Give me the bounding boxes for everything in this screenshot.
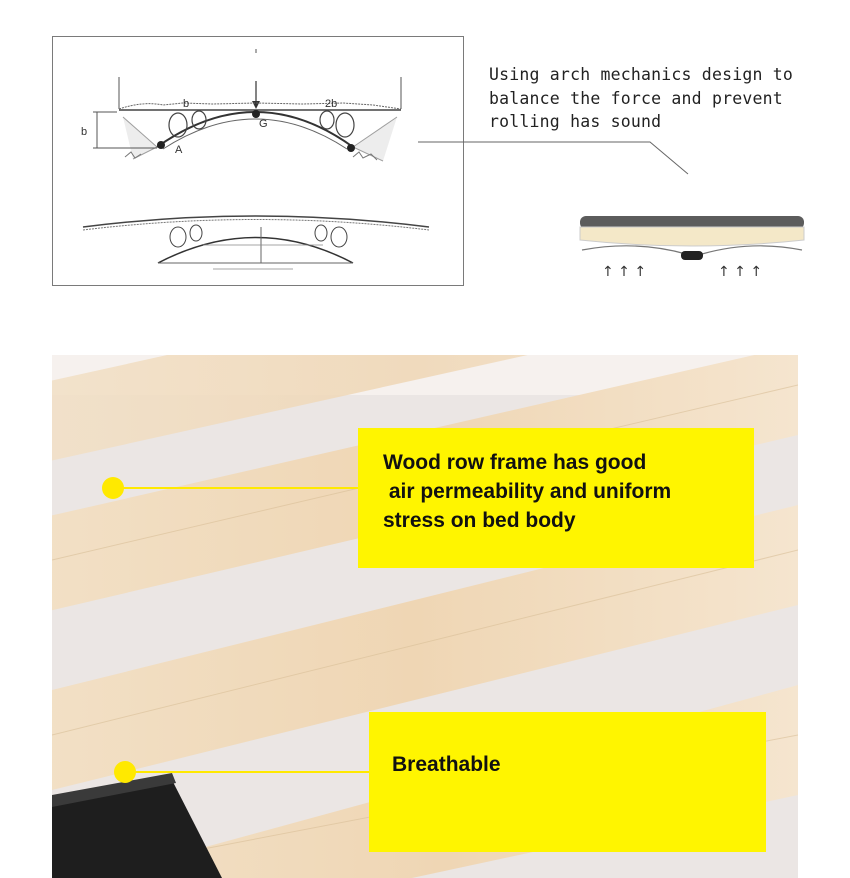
- label-g: G: [259, 118, 268, 130]
- leader-line: [0, 0, 850, 200]
- label-a: A: [175, 144, 183, 156]
- arch-description-line: rolling has sound: [489, 112, 662, 131]
- label-2b: 2b: [325, 98, 338, 110]
- arch-description-line: balance the force and prevent: [489, 88, 783, 108]
- callout-line: stress on bed body: [383, 509, 576, 532]
- support-arrows-left: ↑ ↑ ↑: [602, 264, 647, 280]
- callout-text-breathable: Breathable: [392, 753, 501, 776]
- arch-description-line: Using arch mechanics design to: [489, 65, 794, 84]
- callout-connector-2: [134, 771, 369, 773]
- callout-connector-1: [122, 487, 358, 489]
- support-arrows-right: ↑ ↑ ↑: [718, 264, 763, 280]
- callout-text-wood-frame: [383, 448, 671, 535]
- mattress-diagram: [576, 212, 808, 284]
- callout-line: Wood row frame has good: [383, 451, 647, 474]
- label-b-left: b: [81, 126, 88, 138]
- callout-dot-1: [102, 477, 124, 499]
- callout-box-breathable: [369, 712, 766, 852]
- callout-dot-2: [114, 761, 136, 783]
- callout-line: air permeability and uniform: [383, 480, 672, 503]
- label-b-top: b: [183, 98, 190, 110]
